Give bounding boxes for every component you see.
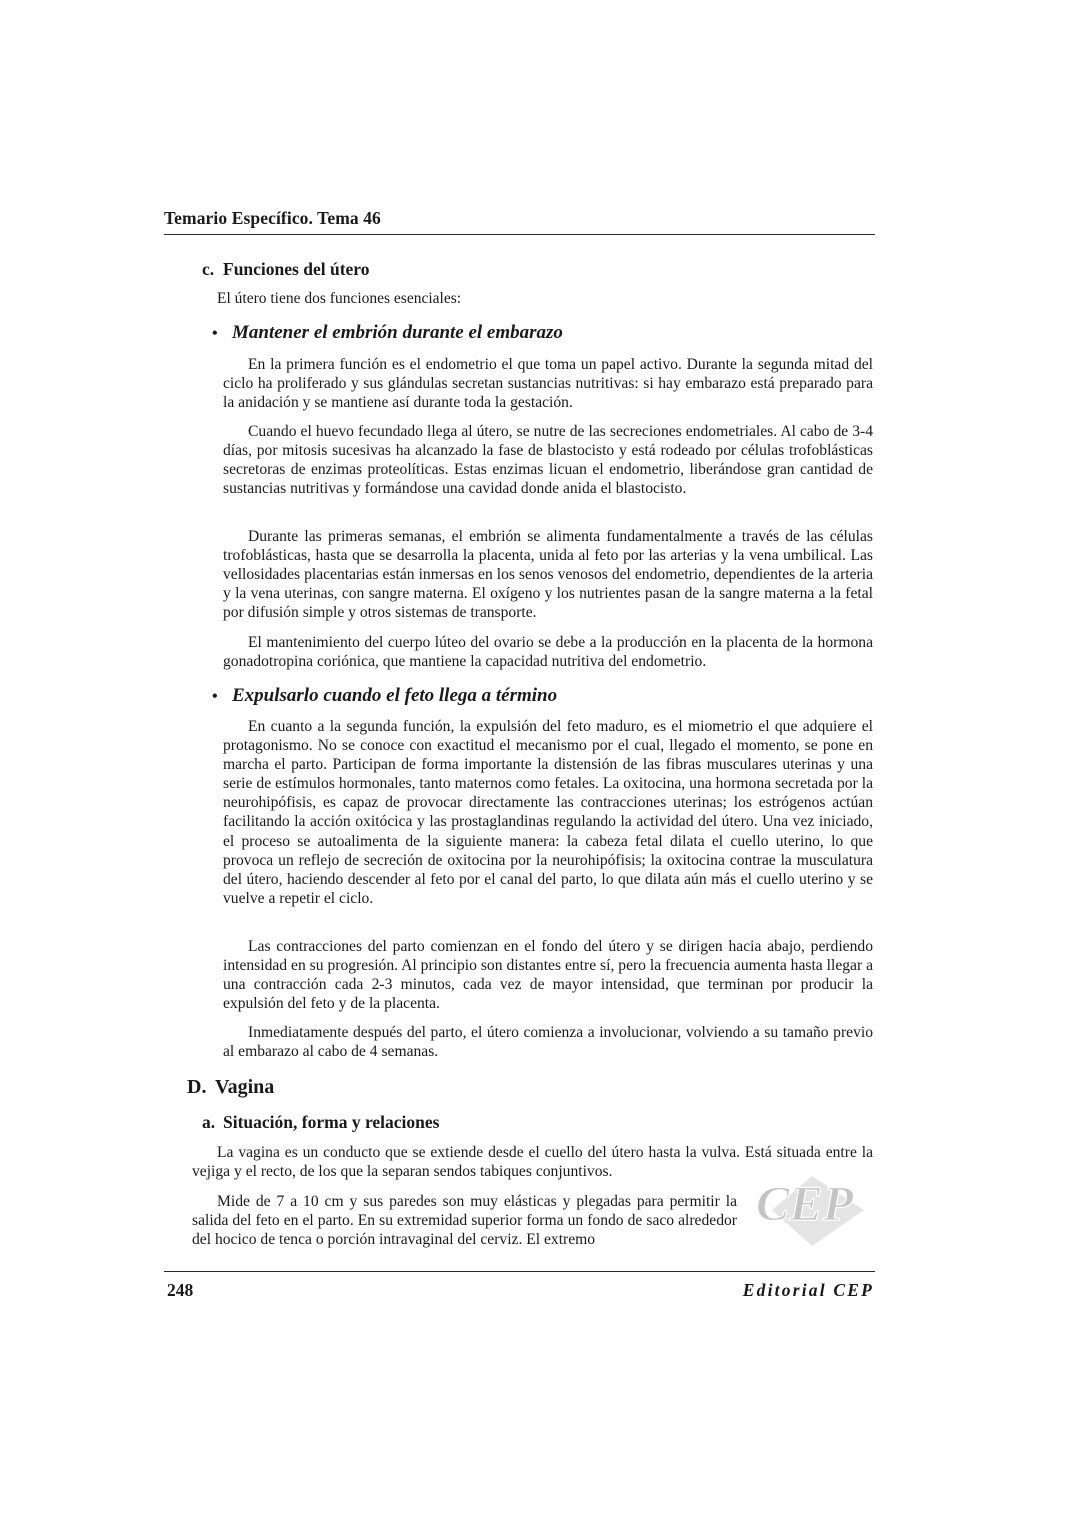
header-divider [164,234,875,235]
publisher-name: Editorial CEP [742,1280,874,1300]
section-c-heading [202,259,370,280]
section-c-intro: El útero tiene dos funciones esenciales: [217,290,462,307]
paragraph: Inmediatamente después del parto, el útero comienza a involucionar, volviendo a su tamaño previo al embarazo al cabo de 4 semanas. [223,1024,873,1061]
section-D-heading [187,1076,274,1099]
cep-logo-watermark [752,1168,872,1250]
bullet-title: Expulsarlo cuando el feto llega a término [232,685,558,706]
bullet-icon: • [212,688,218,705]
paragraph: Cuando el huevo fecundado llega al útero, se nutre de las secreciones endometriales. Al cabo de 3-4 días, por mitosis sucesivas ha alcanzado la fase de blastocisto y está rodeado por células trofoblásticas secretoras de enzimas proteolíticas. Estas enzimas licuan el endometrio, liberándose gran cantidad de sustancias nutritivas y formándose una cavidad donde anida el blastocisto. [223,423,873,498]
paragraph: Mide de 7 a 10 cm y sus paredes son muy elásticas y plegadas para permitir la salida del feto en el parto. En su extremidad superior forma un fondo de saco alrededor del hocico de tenca o porción intravaginal del cerviz. El extremo [192,1193,737,1249]
paragraph: Durante las primeras semanas, el embrión se alimenta fundamentalmente a través de las células trofoblásticas, hasta que se desarrolla la placenta, unida al feto por las arterias y la vena umbilical. Las vellosidades placentarias están inmersas en los senos venosos del endometrio, dependientes de la arteria y la vena uterinas, con sangre materna. El oxígeno y los nutrientes pasan de la sangre materna a la fetal por difusión simple y otros sistemas de transporte. [223,528,873,622]
running-header: Temario Específico. Tema 46 [164,208,381,228]
paragraph: En la primera función es el endometrio el que toma un papel activo. Durante la segunda mitad del ciclo ha proliferado y sus glándulas secretan sustancias nutritivas: si hay embarazo está preparado para la anidación y se mantiene así durante toda la gestación. [223,356,873,412]
subsection-a-heading [202,1112,439,1133]
svg-text:CEP: CEP [756,1175,854,1231]
bullet-title: Mantener el embrión durante el embarazo [232,322,563,343]
section-D-label: D. [187,1076,207,1098]
bullet-icon: • [212,325,218,342]
bullet-heading-expel-fetus [212,685,557,707]
subsection-a-label: a. [202,1112,216,1132]
paragraph: El mantenimiento del cuerpo lúteo del ovario se debe a la producción en la placenta de la hormona gonadotropina coriónica, que mantiene la capacidad nutritiva del endometrio. [223,634,873,671]
cep-logo-icon [752,1168,872,1250]
footer-divider [164,1271,875,1272]
section-D-title: Vagina [215,1076,275,1098]
section-c-title: Funciones del útero [223,259,370,279]
paragraph: En cuanto a la segunda función, la expulsión del feto maduro, es el miometrio el que adquiere el protagonismo. No se conoce con exactitud el mecanismo por el cual, llegado el momento, se pone en marcha el parto. Participan de forma importante la distensión de las fibras musculares uterinas y una serie de estímulos hormonales, tanto maternos como fetales. La oxitocina, una hormona secretada por la neurohipófisis, es capaz de provocar directamente las contracciones uterinas; los estrógenos actúan facilitando la acción oxitócica y las prostaglandinas regulando la actividad del útero. Una vez iniciado, el proceso se autoalimenta de la siguiente manera: la cabeza fetal dilata el cuello uterino, lo que provoca un reflejo de secreción de oxitocina por la neurohipófisis; la oxitocina contrae la musculatura del útero, haciendo descender al feto por el canal del parto, lo que dilata aún más el cuello uterino y se vuelve a repetir el ciclo. [223,718,873,907]
page-number: 248 [167,1280,194,1300]
section-c-label: c. [202,259,215,279]
paragraph: La vagina es un conducto que se extiende desde el cuello del útero hasta la vulva. Está situada entre la vejiga y el recto, de los que la separan sendos tabiques conjuntivos. [192,1144,873,1181]
subsection-a-title: Situación, forma y relaciones [223,1112,440,1132]
paragraph: Las contracciones del parto comienzan en el fondo del útero y se dirigen hacia abajo, perdiendo intensidad en su progresión. Al principio son distantes entre sí, pero la frecuencia aumenta hasta llegar a una contracción cada 2-3 minutos, cada vez de mayor intensidad, que terminan por producir la expulsión del feto y de la placenta. [223,938,873,1013]
bullet-heading-maintain-embryo [212,322,563,344]
